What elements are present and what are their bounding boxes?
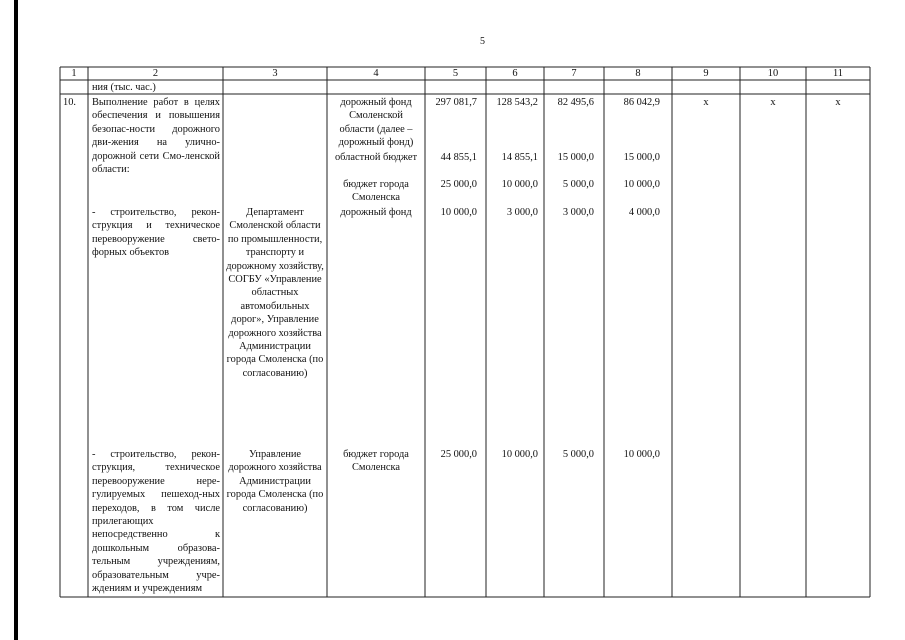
- col-header-1: 1: [71, 68, 77, 79]
- continuation-text: ния (тыс. час.): [92, 82, 156, 93]
- col-header-3: 3: [272, 68, 278, 79]
- value-cell: 5 000,0: [562, 179, 594, 190]
- value-cell: 10 000,0: [440, 207, 477, 218]
- col-header-2: 2: [152, 68, 159, 79]
- row-number: 10.: [63, 97, 76, 108]
- source-road-fund: дорожный фонд Смоленской области (далее – дорожный фонд): [338, 97, 414, 149]
- value-cell: 4 000,0: [628, 207, 660, 218]
- value-cell: 10 000,0: [501, 179, 538, 190]
- row-title: Выполнение работ в целях обеспечения и повышения безопас-ности дорожного дви-жения на улично-дорожной сети Смо-ленской области:: [92, 97, 220, 176]
- subitem-traffic-lights: - строительство, рекон-струкция и техническое перевооружение свето-форных объектов: [92, 207, 220, 259]
- value-cell: 10 000,0: [623, 449, 660, 460]
- value-cell-x: х: [835, 97, 841, 108]
- value-cell: 82 495,6: [557, 97, 594, 108]
- value-cell: 86 042,9: [623, 97, 660, 108]
- col-header-6: 6: [512, 68, 518, 79]
- value-cell-x: х: [770, 97, 776, 108]
- value-cell: 14 855,1: [501, 152, 538, 163]
- value-cell: 44 855,1: [440, 152, 477, 163]
- source-city-budget: бюджет города Смоленска: [343, 179, 409, 204]
- value-cell: 15 000,0: [557, 152, 594, 163]
- value-cell-x: х: [703, 97, 709, 108]
- value-cell: 25 000,0: [440, 449, 477, 460]
- col-header-10: 10: [767, 68, 779, 79]
- value-cell: 3 000,0: [562, 207, 594, 218]
- col-header-5: 5: [452, 68, 459, 79]
- col-header-7: 7: [571, 68, 577, 79]
- value-cell: 10 000,0: [501, 449, 538, 460]
- source-city-budget: бюджет города Смоленска: [343, 449, 409, 474]
- col-header-8: 8: [635, 68, 641, 79]
- value-cell: 5 000,0: [562, 449, 594, 460]
- value-cell: 10 000,0: [623, 179, 660, 190]
- executor-department: Департамент Смоленской области по промышленности, транспорту и дорожному хозяйству, СОГБУ «Управление областных автомобильных дорог», Управление дорожного хозяйства Администрации города Смоленска (по согласованию): [226, 207, 324, 379]
- col-header-11: 11: [832, 68, 843, 79]
- value-cell: 3 000,0: [506, 207, 538, 218]
- value-cell: 25 000,0: [440, 179, 477, 190]
- scan-edge-bar: [14, 0, 18, 640]
- col-header-9: 9: [703, 68, 709, 79]
- value-cell: 297 081,7: [435, 97, 477, 108]
- page-number: 5: [480, 36, 485, 47]
- subitem-pedestrian-crossings: - строительство, рекон-струкция, техническое перевооружение нере-гулируемых пешеход-ных переходов, в том числе прилегающих непосредственно к дошкольным образова-тельным учреждениям, образовательным учре-ждениям и учреждениям: [92, 449, 220, 595]
- value-cell: 128 543,2: [496, 97, 538, 108]
- source-regional-budget: областной бюджет: [334, 152, 418, 163]
- value-cell: 15 000,0: [623, 152, 660, 163]
- source-road-fund: дорожный фонд: [340, 207, 412, 218]
- executor-road-management: Управление дорожного хозяйства Администрации города Смоленска (по согласованию): [226, 449, 324, 514]
- col-header-4: 4: [373, 68, 379, 79]
